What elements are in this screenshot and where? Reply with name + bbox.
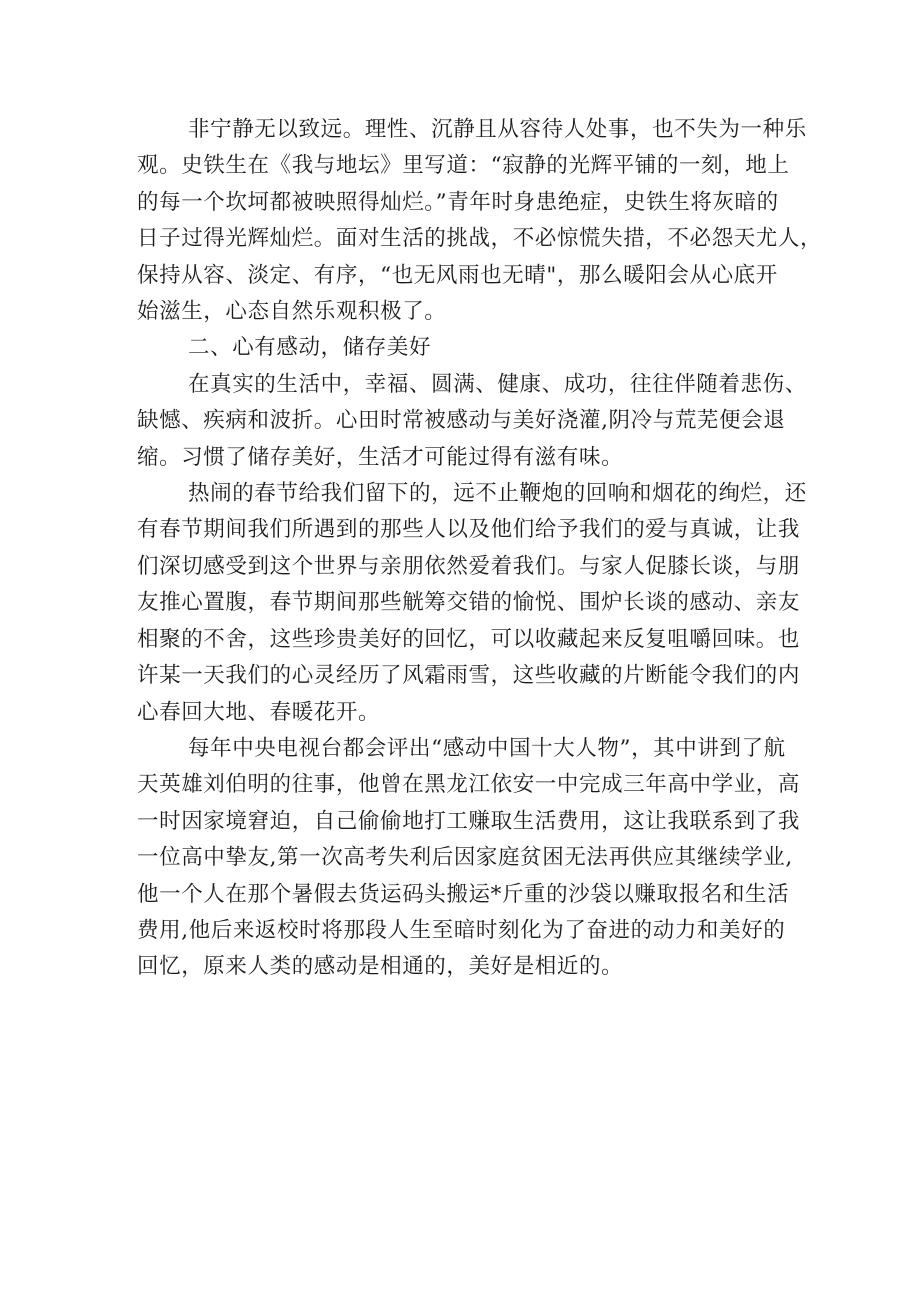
section-heading: 二、心有感动，储存美好 <box>188 335 432 361</box>
text-line: 回忆，原来人类的感动是相通的，美好是相近的。 <box>137 954 624 980</box>
text-line: 缩。习惯了储存美好，生活才可能过得有滋有味。 <box>137 444 624 470</box>
text-line: 缺憾、疾病和波折。心田时常被感动与美好浇灌,阴冷与荒芜便会退 <box>137 408 786 434</box>
paragraph-2 <box>137 367 807 476</box>
paragraph-4 <box>137 731 801 986</box>
text-line: 有春节期间我们所遇到的那些人以及他们给予我们的爱与真诚，让我 <box>137 517 801 543</box>
text-line: 非宁静无以致远。理性、沉静且从容待人处事，也不失为一种乐 <box>188 117 807 142</box>
paragraph-3 <box>137 476 807 731</box>
document-body <box>137 112 823 986</box>
paragraph-1 <box>137 112 823 330</box>
text-line: 友推心置腹，春节期间那些觥筹交错的愉悦、围炉长谈的感动、亲友 <box>137 590 801 616</box>
text-line: 的每一个坎坷都被映照得灿烂。”青年时身患绝症，史铁生将灰暗的 <box>137 189 779 215</box>
text-line: 每年中央电视台都会评出“感动中国十大人物”，其中讲到了航 <box>188 735 786 761</box>
text-line: 观。史铁生在《我与地坛》里写道：“寂静的光辉平铺的一刻，地上 <box>137 153 790 179</box>
text-line: 许某一天我们的心灵经历了风霜雨雪，这些收藏的片断能令我们的内 <box>137 663 801 689</box>
text-line: 在真实的生活中，幸福、圆满、健康、成功，往往伴随着悲伤、 <box>188 371 807 397</box>
text-line: 一位高中挚友,第一次高考失利后因家庭贫困无法再供应其继续学业, <box>137 845 793 871</box>
text-line: 保持从容、淡定、有序，“也无风雨也无晴"，那么暖阳会从心底开 <box>137 262 778 288</box>
text-line: 费用,他后来返校时将那段人生至暗时刻化为了奋进的动力和美好的 <box>137 917 786 943</box>
text-line: 相聚的不舍，这些珍贵美好的回忆，可以收藏起来反复咀嚼回味。也 <box>137 626 801 652</box>
text-line: 一时因家境窘迫，自己偷偷地打工赚取生活费用，这让我联系到了我 <box>137 808 801 834</box>
text-line: 始滋生，心态自然乐观积极了。 <box>137 299 447 325</box>
text-line: 天英雄刘伯明的往事，他曾在黑龙江依安一中完成三年高中学业，高 <box>137 772 801 798</box>
text-line: 热闹的春节给我们留下的，远不止鞭炮的回响和烟花的绚烂，还 <box>188 481 807 507</box>
text-line: 他一个人在那个暑假去货运码头搬运*斤重的沙袋以赚取报名和生活 <box>137 881 790 907</box>
text-line: 心春回大地、春暖花开。 <box>137 699 381 725</box>
text-line: 们深切感受到这个世界与亲朋依然爱着我们。与家人促膝长谈，与朋 <box>137 553 801 579</box>
text-line: 日子过得光辉灿烂。面对生活的挑战，不必惊慌失措，不必怨天尤人， <box>137 226 823 252</box>
